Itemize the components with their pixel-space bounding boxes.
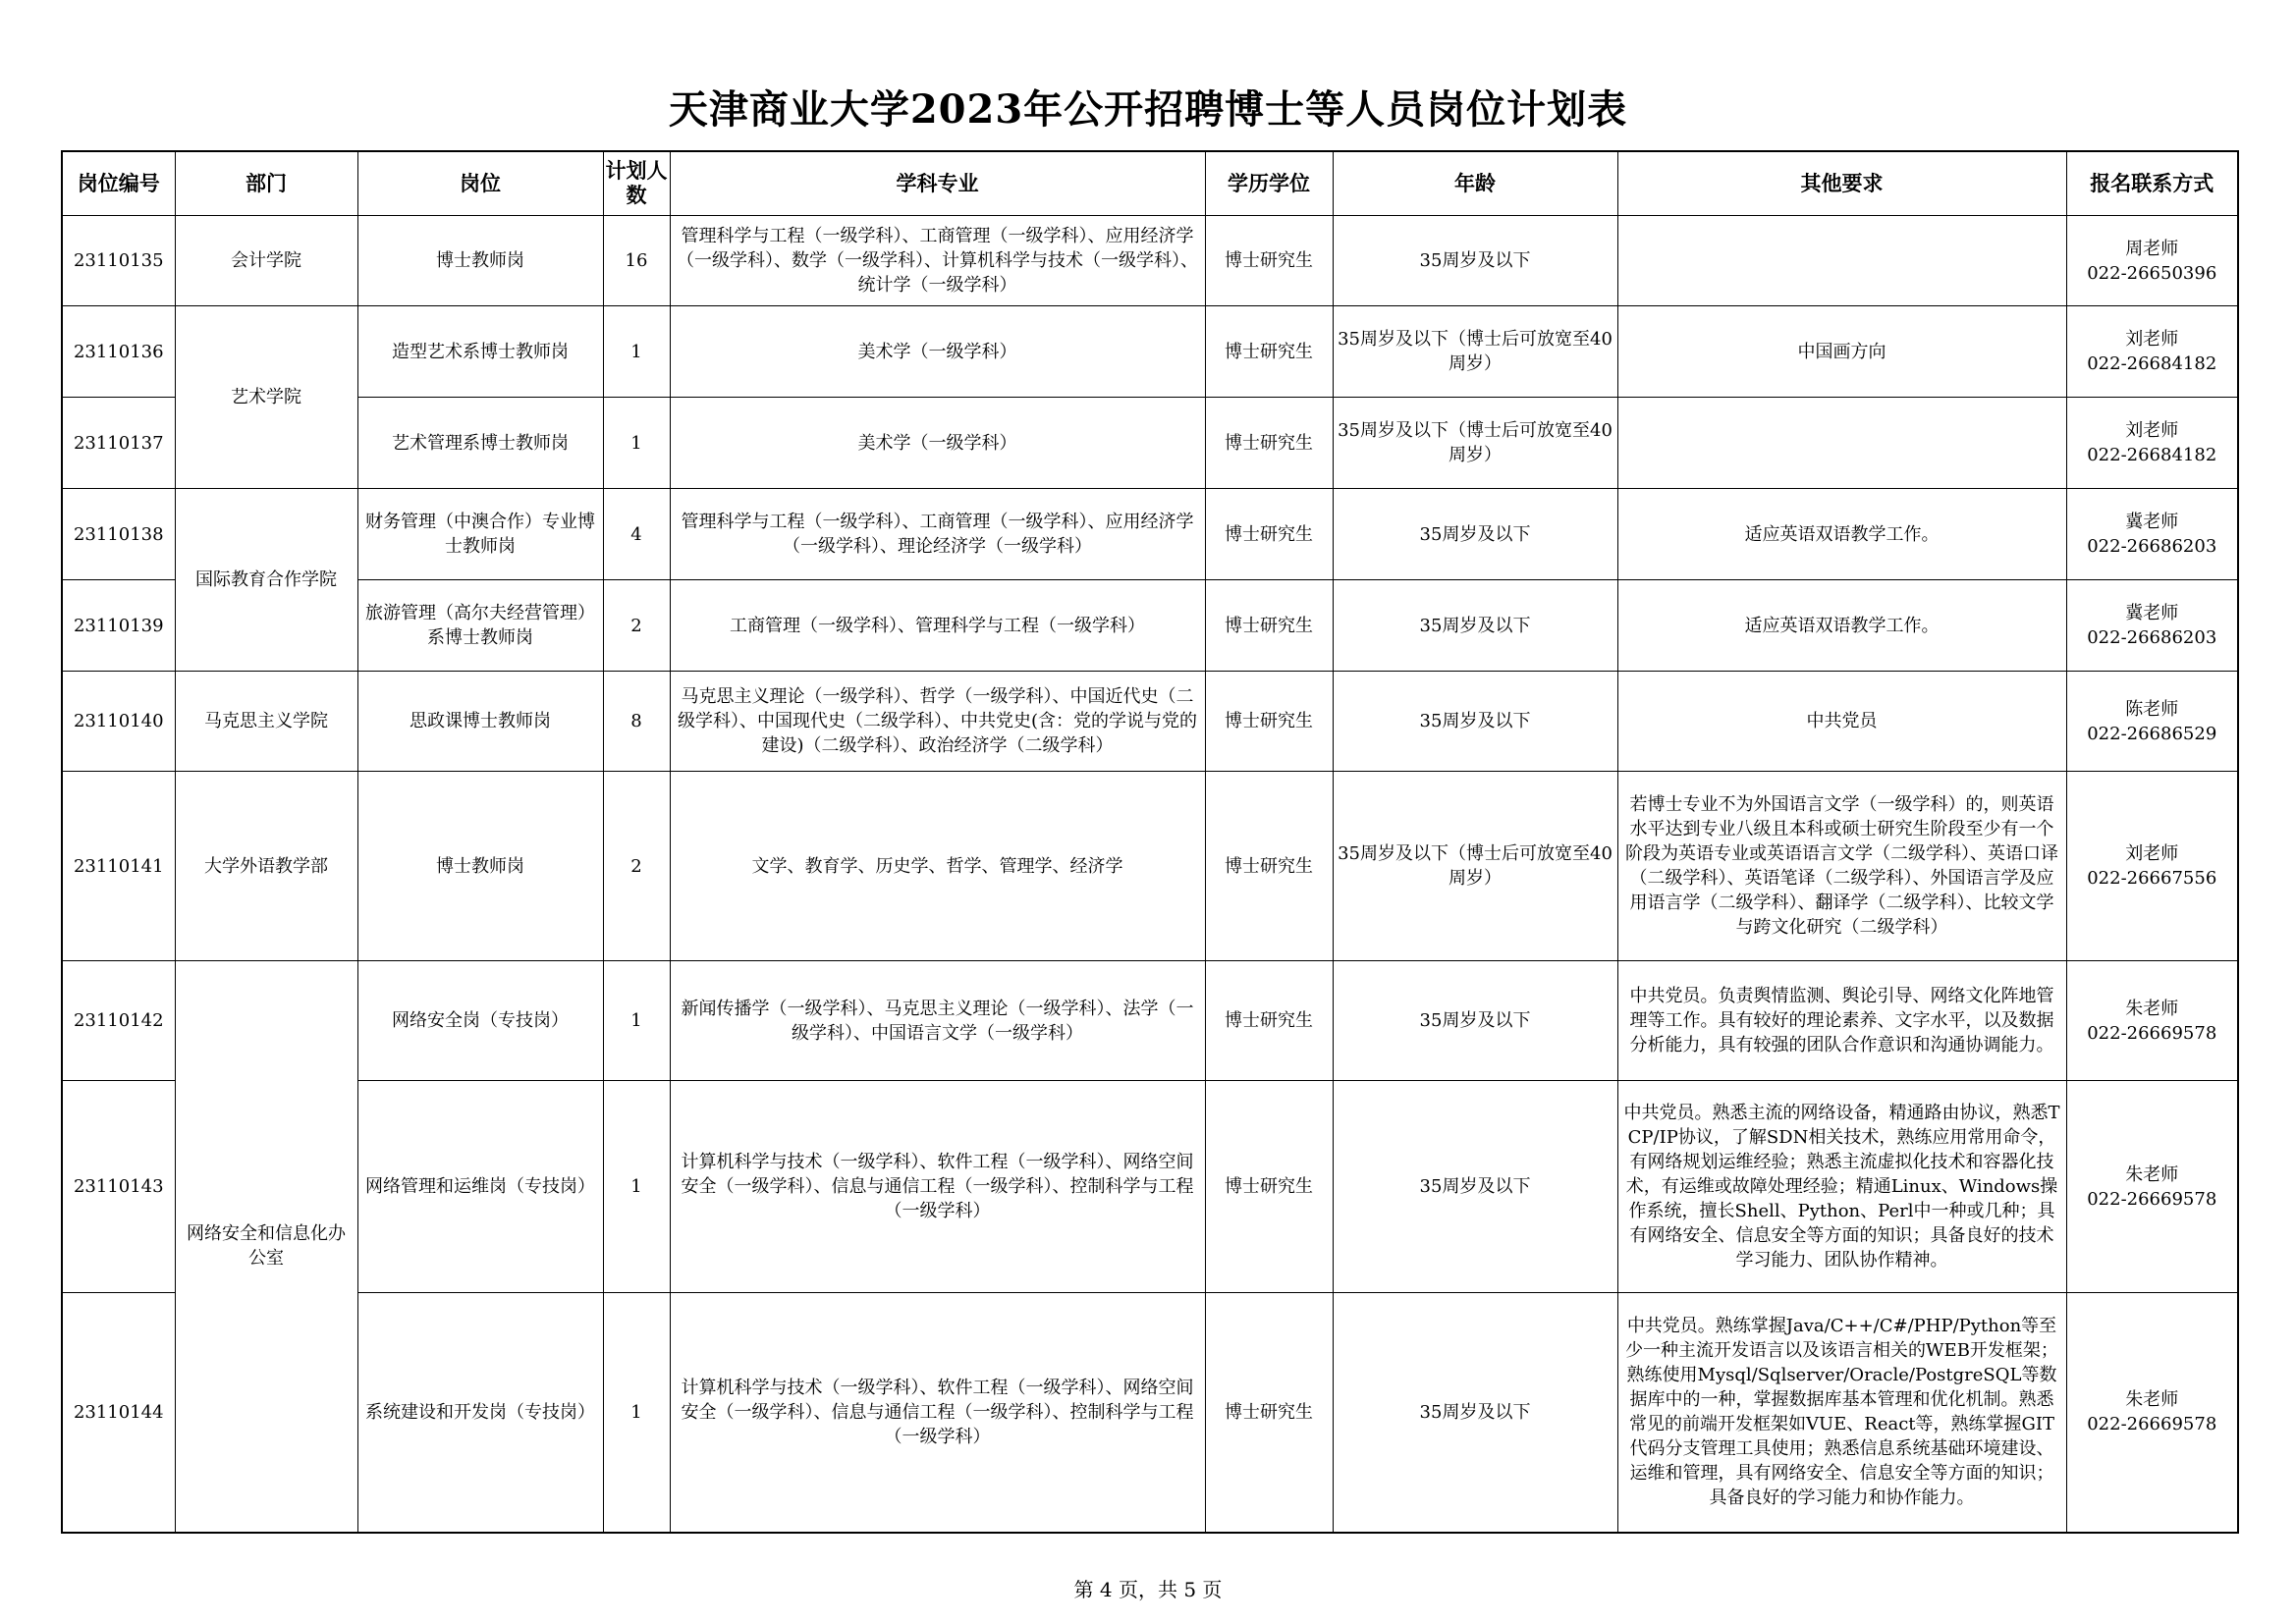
cell-id: 23110142 <box>62 961 175 1081</box>
table-row <box>62 672 2238 772</box>
cell-age: 35周岁及以下 <box>1333 216 1617 306</box>
contact-name: 刘老师 <box>2125 420 2179 441</box>
cell-age: 35周岁及以下（博士后可放宽至40周岁） <box>1333 398 1617 489</box>
cell-age: 35周岁及以下 <box>1333 580 1617 672</box>
contact-phone: 022-26686203 <box>2087 627 2217 648</box>
cell-count: 1 <box>603 398 670 489</box>
contact-phone: 022-26669578 <box>2087 1414 2217 1435</box>
header-contact: 报名联系方式 <box>2066 151 2238 216</box>
cell-other: 中共党员。熟悉主流的网络设备，精通路由协议，熟悉TCP/IP协议，了解SDN相关技术，熟练应用常用命令，有网络规划运维经验；熟悉主流虚拟化技术和容器化技术，有运维或故障处理经验；精通Linux、Windows操作系统，擅长Shell、Python、Perl中一种或几种；具有网络安全、信息安全等方面的知识；具备良好的技术学习能力、团队协作精神。 <box>1617 1081 2066 1293</box>
cell-position: 旅游管理（高尔夫经营管理）系博士教师岗 <box>357 580 603 672</box>
cell-position: 财务管理（中澳合作）专业博士教师岗 <box>357 489 603 580</box>
cell-contact <box>2066 1081 2238 1293</box>
cell-major: 马克思主义理论（一级学科）、哲学（一级学科）、中国近代史（二级学科）、中国现代史（二级学科）、中共党史(含：党的学说与党的建设)（二级学科）、政治经济学（二级学科） <box>670 672 1205 772</box>
cell-other: 适应英语双语教学工作。 <box>1617 489 2066 580</box>
cell-degree: 博士研究生 <box>1205 306 1333 398</box>
cell-major: 文学、教育学、历史学、哲学、管理学、经济学 <box>670 772 1205 961</box>
cell-contact <box>2066 1293 2238 1533</box>
header-degree: 学历学位 <box>1205 151 1333 216</box>
cell-degree: 博士研究生 <box>1205 398 1333 489</box>
cell-degree: 博士研究生 <box>1205 772 1333 961</box>
cell-id: 23110140 <box>62 672 175 772</box>
cell-dept: 国际教育合作学院 <box>175 489 357 672</box>
cell-age: 35周岁及以下 <box>1333 672 1617 772</box>
contact-phone: 022-26684182 <box>2087 353 2217 374</box>
cell-id: 23110139 <box>62 580 175 672</box>
contact-phone: 022-26686203 <box>2087 536 2217 557</box>
cell-age: 35周岁及以下 <box>1333 489 1617 580</box>
header-dept: 部门 <box>175 151 357 216</box>
cell-age: 35周岁及以下（博士后可放宽至40周岁） <box>1333 306 1617 398</box>
cell-dept: 会计学院 <box>175 216 357 306</box>
cell-id: 23110138 <box>62 489 175 580</box>
cell-other: 中共党员 <box>1617 672 2066 772</box>
cell-id: 23110143 <box>62 1081 175 1293</box>
cell-other: 中共党员。熟练掌握Java/C++/C#/PHP/Python等至少一种主流开发语言以及该语言相关的WEB开发框架；熟练使用Mysql/Sqlserver/Oracle/PostgreSQL等数据库中的一种，掌握数据库基本管理和优化机制。熟悉常见的前端开发框架如VUE、React等，熟练掌握GIT代码分支管理工具使用；熟悉信息系统基础环境建设、运维和管理，具有网络安全、信息安全等方面的知识；具备良好的学习能力和协作能力。 <box>1617 1293 2066 1533</box>
cell-contact <box>2066 772 2238 961</box>
cell-dept: 马克思主义学院 <box>175 672 357 772</box>
cell-degree: 博士研究生 <box>1205 489 1333 580</box>
cell-dept: 艺术学院 <box>175 306 357 489</box>
cell-id: 23110141 <box>62 772 175 961</box>
header-position: 岗位 <box>357 151 603 216</box>
table-row <box>62 216 2238 306</box>
header-count: 计划人数 <box>603 151 670 216</box>
contact-name: 朱老师 <box>2125 1163 2179 1185</box>
cell-degree: 博士研究生 <box>1205 580 1333 672</box>
page-title: 天津商业大学2023年公开招聘博士等人员岗位计划表 <box>668 86 1628 133</box>
header-other: 其他要求 <box>1617 151 2066 216</box>
header-age: 年龄 <box>1333 151 1617 216</box>
cell-age: 35周岁及以下 <box>1333 1293 1617 1533</box>
cell-major: 美术学（一级学科） <box>670 398 1205 489</box>
cell-count: 1 <box>603 961 670 1081</box>
cell-count: 1 <box>603 306 670 398</box>
cell-count: 1 <box>603 1293 670 1533</box>
cell-other: 若博士专业不为外国语言文学（一级学科）的，则英语水平达到专业八级且本科或硕士研究生阶段至少有一个阶段为英语专业或英语语言文学（二级学科）、英语口译（二级学科）、英语笔译（二级学科）、外国语言学及应用语言学（二级学科）、翻译学（二级学科）、比较文学与跨文化研究（二级学科） <box>1617 772 2066 961</box>
cell-other <box>1617 216 2066 306</box>
cell-position: 网络安全岗（专技岗） <box>357 961 603 1081</box>
cell-id: 23110135 <box>62 216 175 306</box>
cell-position: 博士教师岗 <box>357 772 603 961</box>
contact-name: 冀老师 <box>2125 512 2179 532</box>
contact-phone: 022-26686529 <box>2087 723 2217 744</box>
cell-dept: 网络安全和信息化办公室 <box>175 961 357 1533</box>
cell-position: 博士教师岗 <box>357 216 603 306</box>
cell-major: 新闻传播学（一级学科）、马克思主义理论（一级学科）、法学（一级学科）、中国语言文学（一级学科） <box>670 961 1205 1081</box>
table-row <box>62 489 2238 580</box>
cell-age: 35周岁及以下 <box>1333 1081 1617 1293</box>
cell-major: 工商管理（一级学科）、管理科学与工程（一级学科） <box>670 580 1205 672</box>
table-row <box>62 961 2238 1081</box>
table-row <box>62 1293 2238 1533</box>
cell-contact <box>2066 961 2238 1081</box>
contact-name: 朱老师 <box>2125 1389 2179 1411</box>
cell-position: 造型艺术系博士教师岗 <box>357 306 603 398</box>
cell-count: 2 <box>603 772 670 961</box>
table-row <box>62 580 2238 672</box>
contact-phone: 022-26650396 <box>2087 262 2217 284</box>
cell-major: 管理科学与工程（一级学科）、工商管理（一级学科）、应用经济学（一级学科）、理论经济学（一级学科） <box>670 489 1205 580</box>
cell-id: 23110144 <box>62 1293 175 1533</box>
contact-phone: 022-26667556 <box>2087 868 2217 889</box>
recruitment-plan-table <box>61 150 2239 1534</box>
contact-name: 朱老师 <box>2125 998 2179 1019</box>
page-number-footer: 第 4 页，共 5 页 <box>1073 1578 1223 1601</box>
cell-contact <box>2066 306 2238 398</box>
cell-other: 中共党员。负责舆情监测、舆论引导、网络文化阵地管理等工作。具有较好的理论素养、文字水平，以及数据分析能力，具有较强的团队合作意识和沟通协调能力。 <box>1617 961 2066 1081</box>
header-row <box>62 151 2238 216</box>
table-row <box>62 398 2238 489</box>
cell-position: 网络管理和运维岗（专技岗） <box>357 1081 603 1293</box>
cell-dept: 大学外语教学部 <box>175 772 357 961</box>
contact-name: 周老师 <box>2125 238 2179 259</box>
cell-degree: 博士研究生 <box>1205 672 1333 772</box>
cell-major: 计算机科学与技术（一级学科）、软件工程（一级学科）、网络空间安全（一级学科）、信息与通信工程（一级学科）、控制科学与工程（一级学科） <box>670 1081 1205 1293</box>
contact-phone: 022-26669578 <box>2087 1188 2217 1210</box>
cell-contact <box>2066 672 2238 772</box>
table-row <box>62 1081 2238 1293</box>
contact-name: 刘老师 <box>2125 843 2179 864</box>
contact-name: 刘老师 <box>2125 329 2179 350</box>
cell-count: 1 <box>603 1081 670 1293</box>
cell-count: 16 <box>603 216 670 306</box>
cell-contact <box>2066 398 2238 489</box>
cell-other <box>1617 398 2066 489</box>
cell-age: 35周岁及以下 <box>1333 961 1617 1081</box>
cell-contact <box>2066 580 2238 672</box>
cell-count: 4 <box>603 489 670 580</box>
cell-count: 8 <box>603 672 670 772</box>
cell-degree: 博士研究生 <box>1205 961 1333 1081</box>
cell-position: 艺术管理系博士教师岗 <box>357 398 603 489</box>
cell-count: 2 <box>603 580 670 672</box>
cell-major: 计算机科学与技术（一级学科）、软件工程（一级学科）、网络空间安全（一级学科）、信息与通信工程（一级学科）、控制科学与工程（一级学科） <box>670 1293 1205 1533</box>
cell-position: 思政课博士教师岗 <box>357 672 603 772</box>
cell-major: 美术学（一级学科） <box>670 306 1205 398</box>
contact-phone: 022-26669578 <box>2087 1022 2217 1044</box>
cell-major: 管理科学与工程（一级学科）、工商管理（一级学科）、应用经济学（一级学科）、数学（一级学科）、计算机科学与技术（一级学科）、统计学（一级学科） <box>670 216 1205 306</box>
contact-name: 冀老师 <box>2125 603 2179 623</box>
cell-contact <box>2066 489 2238 580</box>
header-major: 学科专业 <box>670 151 1205 216</box>
contact-phone: 022-26684182 <box>2087 445 2217 465</box>
cell-age: 35周岁及以下（博士后可放宽至40周岁） <box>1333 772 1617 961</box>
cell-other: 适应英语双语教学工作。 <box>1617 580 2066 672</box>
cell-id: 23110136 <box>62 306 175 398</box>
cell-other: 中国画方向 <box>1617 306 2066 398</box>
cell-degree: 博士研究生 <box>1205 216 1333 306</box>
cell-degree: 博士研究生 <box>1205 1081 1333 1293</box>
contact-name: 陈老师 <box>2125 698 2179 720</box>
cell-degree: 博士研究生 <box>1205 1293 1333 1533</box>
table-row <box>62 772 2238 961</box>
cell-position: 系统建设和开发岗（专技岗） <box>357 1293 603 1533</box>
cell-contact <box>2066 216 2238 306</box>
table-row <box>62 306 2238 398</box>
header-id: 岗位编号 <box>62 151 175 216</box>
cell-id: 23110137 <box>62 398 175 489</box>
